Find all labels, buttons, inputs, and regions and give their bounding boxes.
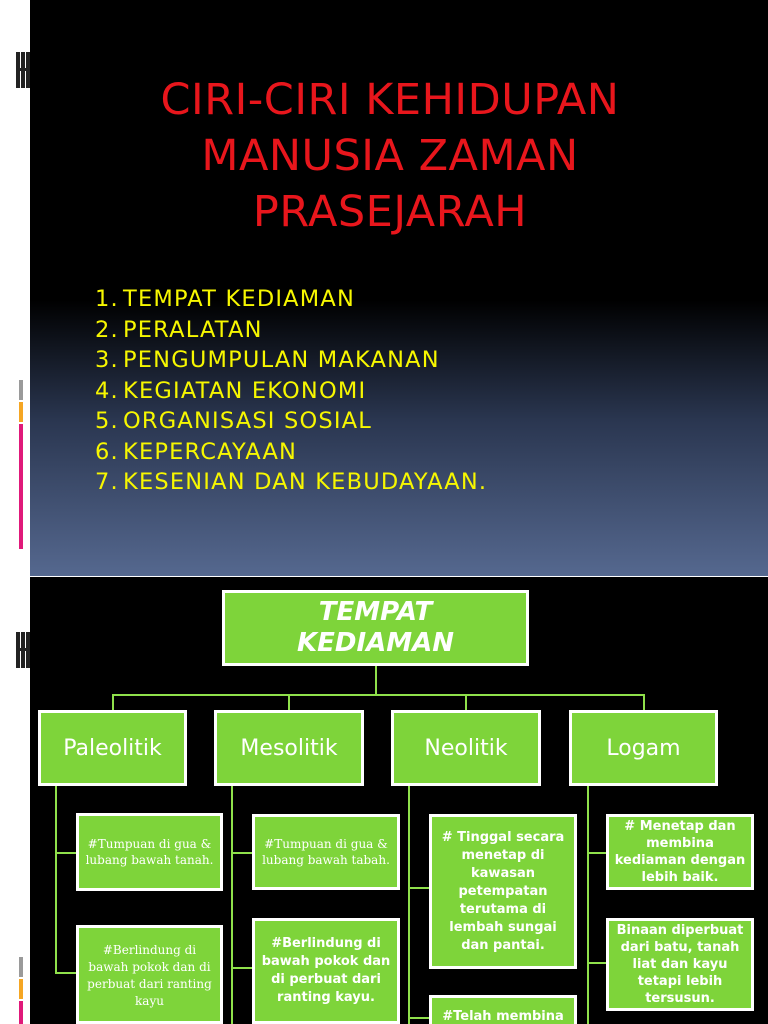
list-item bbox=[95, 345, 487, 376]
decor-comb-icon bbox=[16, 52, 30, 88]
list-item bbox=[95, 467, 487, 498]
era-label: Paleolitik bbox=[63, 735, 162, 761]
connector bbox=[587, 962, 607, 964]
root-label-line: TEMPAT bbox=[318, 597, 433, 627]
connector bbox=[587, 784, 589, 1024]
era-node-paleolitik bbox=[38, 710, 187, 786]
era-label: Mesolitik bbox=[240, 735, 338, 761]
list-number: 3. bbox=[95, 347, 119, 373]
list-label: TEMPAT KEDIAMAN bbox=[123, 286, 356, 312]
title-line: CIRI-CIRI KEHIDUPAN bbox=[160, 75, 620, 125]
list-item bbox=[95, 406, 487, 437]
logam-detail-node bbox=[606, 814, 754, 890]
connector bbox=[408, 887, 430, 889]
connector bbox=[587, 852, 607, 854]
list-label: KESENIAN DAN KEBUDAYAAN. bbox=[123, 469, 488, 495]
decor-bars bbox=[19, 957, 29, 1024]
root-node bbox=[222, 590, 529, 666]
logam-detail-node bbox=[606, 918, 754, 1011]
detail-text: #Berlindung di bawah pokok dan di perbuat dari ranting kayu. bbox=[261, 936, 391, 1005]
detail-text: #Tumpuan di gua & lubang bawah tabah. bbox=[262, 837, 390, 867]
detail-text: #Telah membina bbox=[442, 1009, 564, 1024]
detail-text: # Menetap dan membina kediaman dengan lebih baik. bbox=[614, 819, 746, 885]
list-number: 5. bbox=[95, 408, 119, 434]
detail-text: # Tinggal secara menetap di kawasan petempatan terutama di lembah sungai dan pantai. bbox=[441, 829, 565, 953]
title-line: MANUSIA ZAMAN bbox=[201, 131, 579, 181]
list-label: PERALATAN bbox=[123, 316, 263, 343]
list-label: PENGUMPULAN MAKANAN bbox=[123, 347, 440, 373]
slide-left-strip bbox=[0, 0, 30, 576]
mesolitik-detail-node bbox=[252, 814, 400, 890]
era-node-logam bbox=[569, 710, 718, 786]
list-item bbox=[95, 376, 487, 407]
list-item bbox=[95, 437, 487, 468]
list-label: ORGANISASI SOSIAL bbox=[123, 408, 373, 434]
connector bbox=[231, 784, 233, 1024]
era-node-mesolitik bbox=[214, 710, 364, 786]
list-number: 1. bbox=[95, 286, 119, 312]
slide-org-chart bbox=[0, 577, 768, 1024]
list-number: 2. bbox=[95, 316, 119, 343]
detail-text: #Berlindung di bawah pokok dan di perbuat dari ranting kayu bbox=[87, 943, 212, 1008]
connector bbox=[55, 852, 77, 854]
list-number: 6. bbox=[95, 438, 119, 465]
detail-text: Binaan diperbuat dari batu, tanah liat dan kayu tetapi lebih tersusun. bbox=[616, 923, 744, 1006]
connector bbox=[55, 784, 57, 974]
list-item bbox=[95, 315, 487, 346]
connector bbox=[408, 1017, 430, 1019]
connector bbox=[375, 664, 377, 695]
paleolitik-detail-node bbox=[76, 813, 223, 891]
connector bbox=[231, 852, 253, 854]
title-line: PRASEJARAH bbox=[252, 187, 528, 237]
era-label: Logam bbox=[606, 735, 681, 761]
list-number: 4. bbox=[95, 377, 119, 404]
connector bbox=[408, 784, 410, 1024]
list-number: 7. bbox=[95, 469, 119, 495]
neolitik-detail-node bbox=[429, 995, 577, 1024]
neolitik-detail-node bbox=[429, 814, 577, 969]
slide-title bbox=[60, 72, 720, 240]
decor-comb-icon bbox=[16, 632, 30, 668]
slide-left-strip bbox=[0, 577, 30, 1024]
paleolitik-detail-node bbox=[76, 925, 223, 1024]
connector bbox=[231, 967, 253, 969]
list-item bbox=[95, 284, 487, 315]
era-label: Neolitik bbox=[424, 735, 508, 761]
decor-bars bbox=[19, 380, 29, 570]
root-label-line: KEDIAMAN bbox=[296, 628, 455, 658]
list-label: KEPERCAYAAN bbox=[123, 438, 298, 465]
era-node-neolitik bbox=[391, 710, 541, 786]
detail-text: #Tumpuan di gua & lubang bawah tanah. bbox=[85, 837, 214, 867]
topic-list bbox=[95, 284, 487, 498]
mesolitik-detail-node bbox=[252, 918, 400, 1024]
list-label: KEGIATAN EKONOMI bbox=[123, 377, 367, 404]
connector bbox=[112, 694, 645, 696]
connector bbox=[55, 972, 77, 974]
